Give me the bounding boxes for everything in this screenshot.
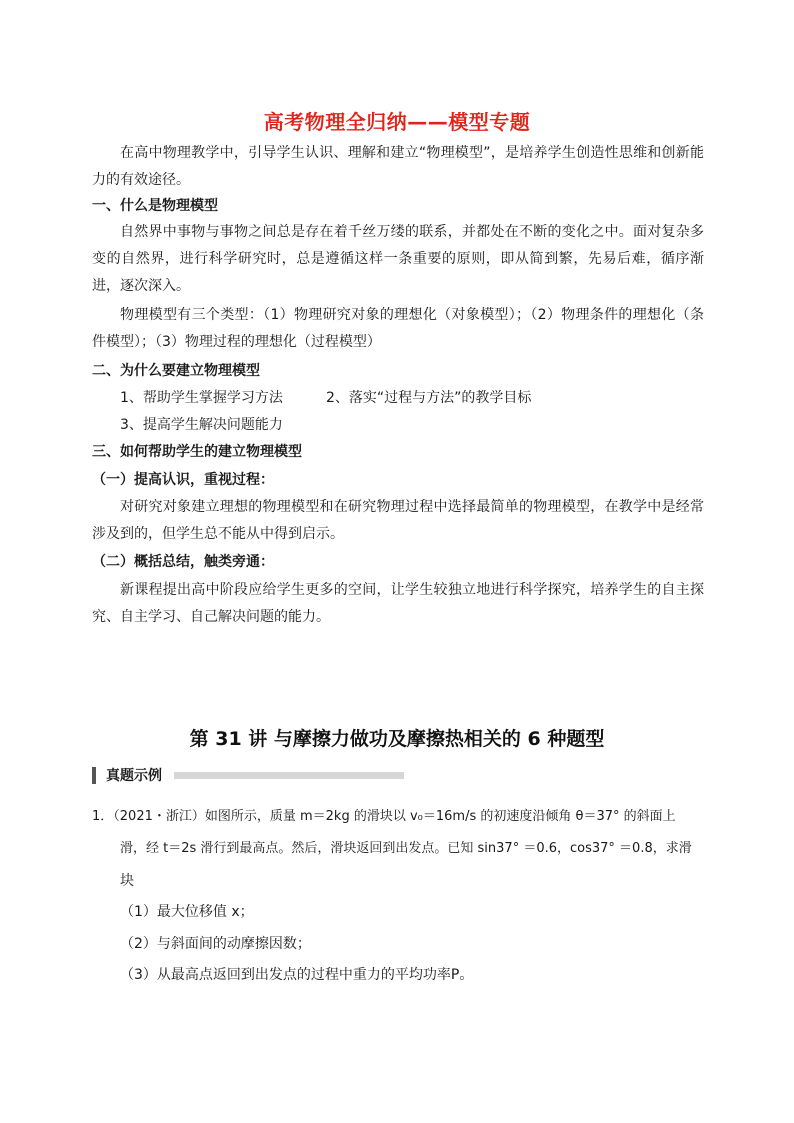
question-part-1: （1）最大位移值 x； bbox=[120, 904, 254, 920]
question-line-1: 1．（2021・浙江）如图所示，质量 m＝2kg 的滑块以 v₀＝16m/s 的初速度沿倾角 θ＝37° 的斜面上 bbox=[92, 809, 676, 824]
lecture-title: 第 31 讲 与摩擦力做功及摩擦热相关的 6 种题型 bbox=[189, 728, 605, 750]
question-line-2: 滑，经 t＝2s 滑行到最高点。然后，滑块返回到出发点。已知 sin37° ＝0.6，cos37° ＝0.8，求滑 bbox=[120, 841, 692, 856]
section-tag-label: 真题示例 bbox=[106, 768, 162, 784]
reason-item-2: 2、落实“过程与方法”的教学目标 bbox=[326, 390, 532, 406]
reason-item-3: 3、提高学生解决问题能力 bbox=[120, 417, 283, 433]
section-heading-what-is-model: 一、什么是物理模型 bbox=[92, 198, 218, 214]
question-part-3: （3）从最高点返回到出发点的过程中重力的平均功率P。 bbox=[120, 967, 474, 983]
section-tag bbox=[92, 765, 404, 785]
document-title: 高考物理全归纳——模型专题 bbox=[263, 110, 531, 134]
question-part-2: （2）与斜面间的动摩擦因数； bbox=[120, 936, 311, 952]
section1-paragraph-2: 物理模型有三个类型：（1）物理研究对象的理想化（对象模型）；（2）物理条件的理想化（条件模型）；（3）物理过程的理想化（过程模型） bbox=[92, 307, 704, 350]
section-heading-how-to-model: 三、如何帮助学生的建立物理模型 bbox=[92, 444, 302, 460]
intro-paragraph: 在高中物理教学中，引导学生认识、理解和建立“物理模型”，是培养学生创造性思维和创新能力的有效途径。 bbox=[92, 145, 704, 188]
reason-item-1: 1、帮助学生掌握学习方法 bbox=[120, 390, 283, 406]
subsection-1-paragraph: 对研究对象建立理想的物理模型和在研究物理过程中选择最简单的物理模型，在教学中是经常涉及到的，但学生总不能从中得到启示。 bbox=[92, 499, 704, 542]
subsection-2-paragraph: 新课程提出高中阶段应给学生更多的空间，让学生较独立地进行科学探究，培养学生的自主探究、自主学习、自己解决问题的能力。 bbox=[92, 582, 704, 625]
section-tag-rule bbox=[174, 772, 404, 779]
subsection-heading-1: （一）提高认识，重视过程： bbox=[92, 472, 274, 488]
subsection-heading-2: （二）概括总结，触类旁通： bbox=[92, 554, 274, 570]
question-line-3: 块 bbox=[120, 873, 134, 889]
section-tag-bar bbox=[92, 767, 96, 784]
section1-paragraph-1: 自然界中事物与事物之间总是存在着千丝万缕的联系，并都处在不断的变化之中。面对复杂多变的自然界，进行科学研究时，总是遵循这样一条重要的原则，即从简到繁，先易后难，循序渐进，逐次深入。 bbox=[92, 224, 704, 294]
section-heading-why-model: 二、为什么要建立物理模型 bbox=[92, 363, 260, 379]
